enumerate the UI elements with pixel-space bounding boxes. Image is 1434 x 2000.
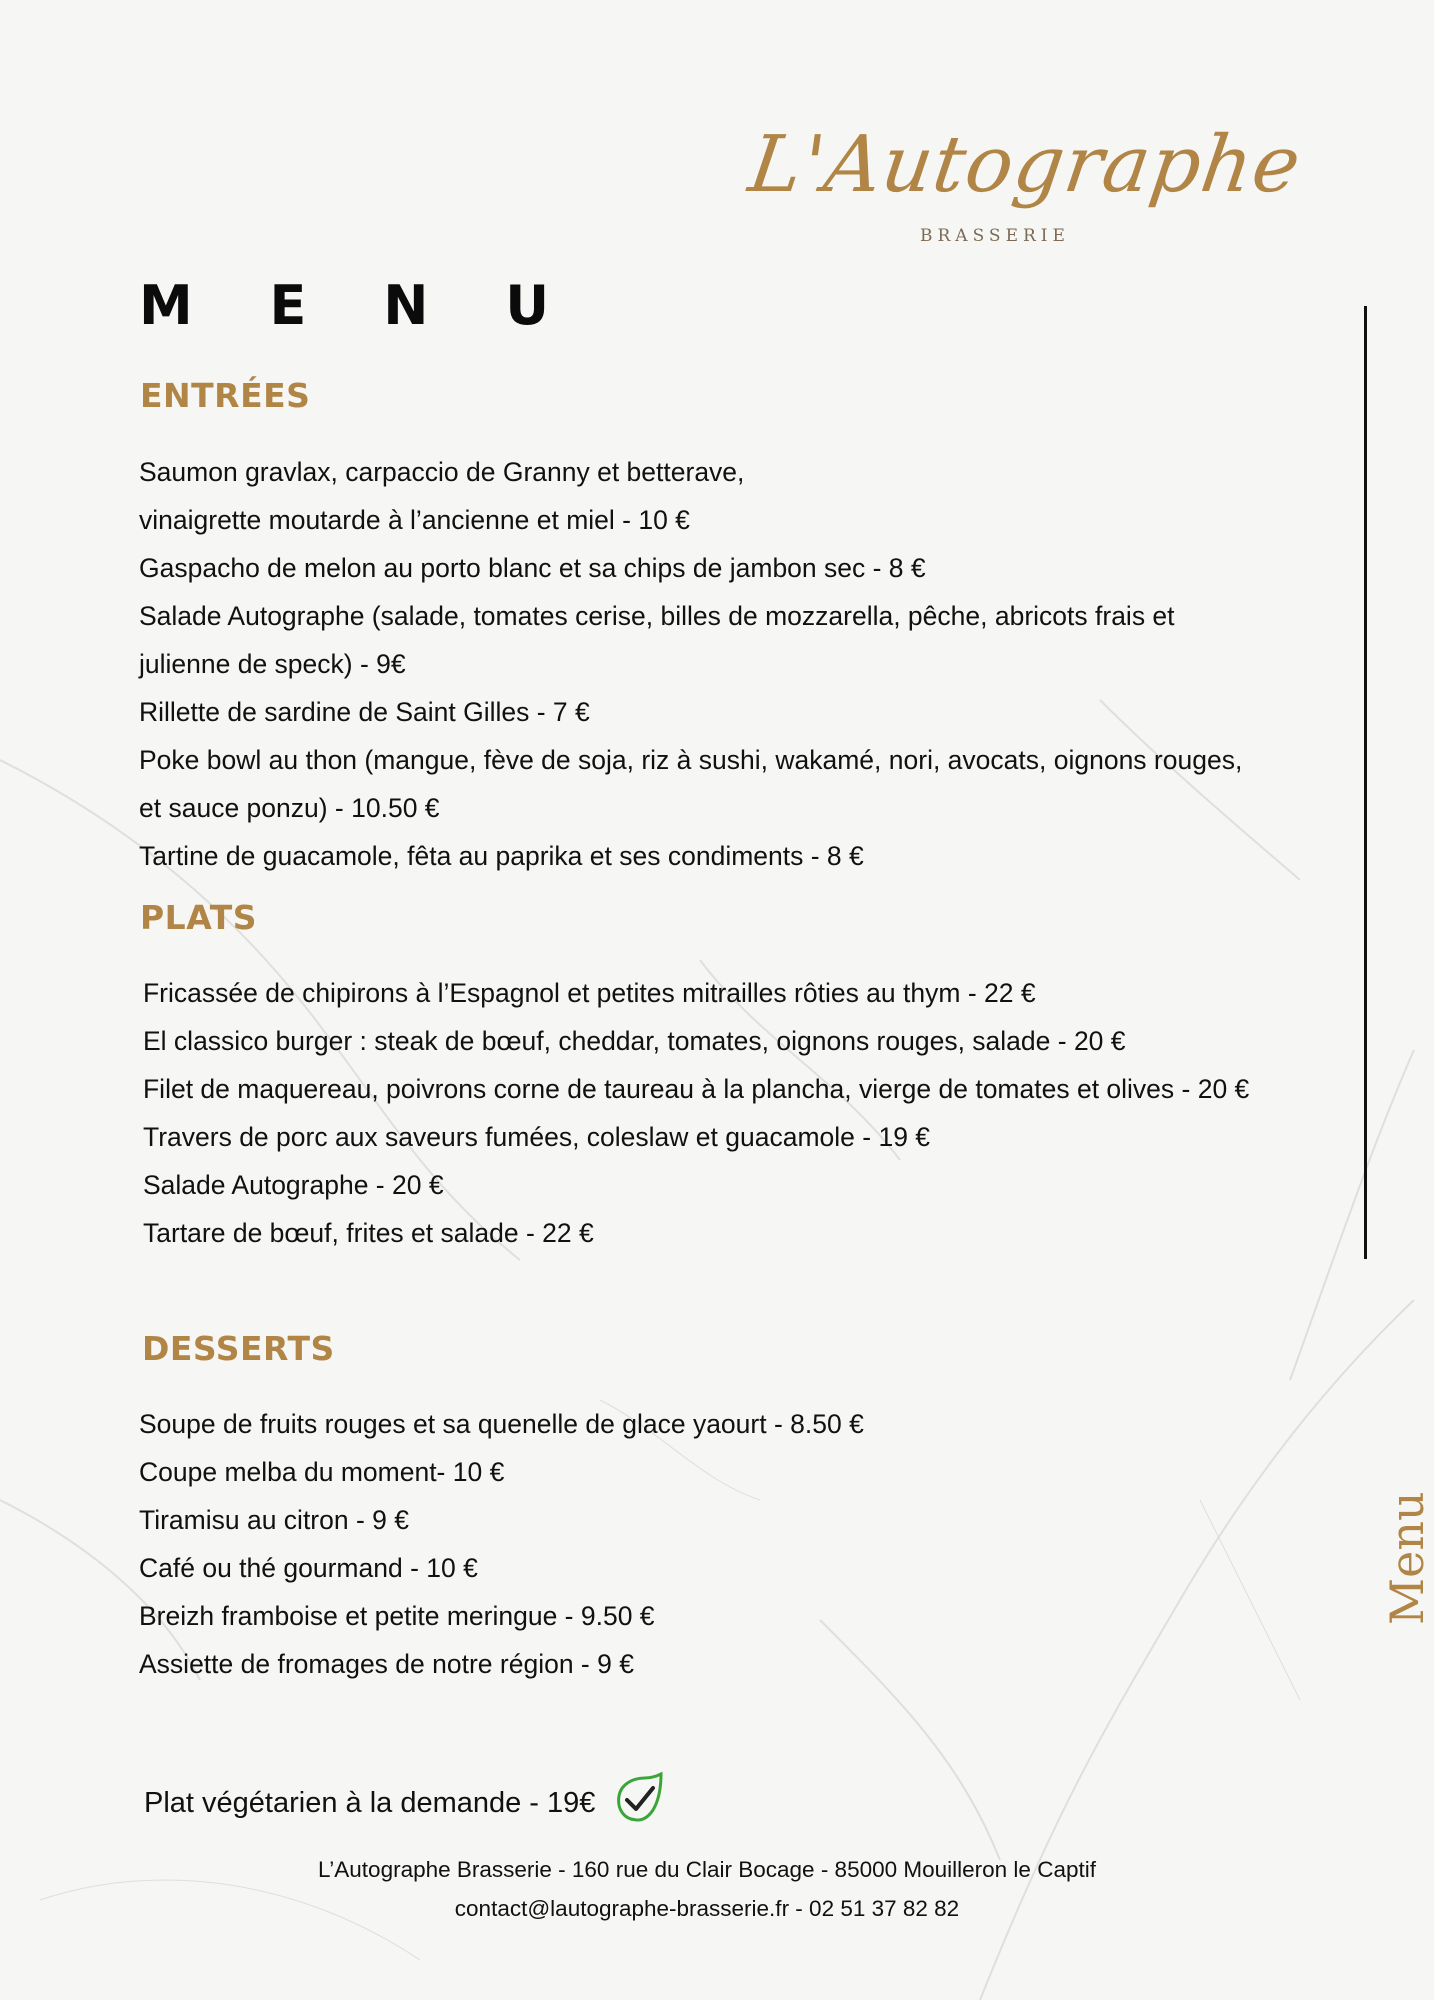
menu-line: Filet de maquereau, poivrons corne de taureau à la plancha, vierge de tomates et olives - 20 € <box>143 1074 1250 1104</box>
menu-line: Travers de porc aux saveurs fumées, coleslaw et guacamole - 19 € <box>143 1122 931 1152</box>
section-heading-desserts: DESSERTS <box>142 1329 335 1368</box>
entrees-list <box>139 448 1242 880</box>
desserts-list <box>139 1400 864 1688</box>
menu-line: julienne de speck) - 9€ <box>139 649 406 679</box>
menu-line: Salade Autographe (salade, tomates cerise, billes de mozzarella, pêche, abricots frais et <box>139 601 1175 631</box>
side-label: Menu <box>1380 1491 1434 1625</box>
menu-line: Coupe melba du moment- 10 € <box>139 1457 505 1487</box>
menu-line: Poke bowl au thon (mangue, fève de soja, riz à sushi, wakamé, nori, avocats, oignons rouges, <box>139 745 1243 775</box>
menu-line: Tartare de bœuf, frites et salade - 22 € <box>143 1218 594 1248</box>
footer-contact: contact@lautographe-brasserie.fr - 02 51 37 82 82 <box>454 1896 960 1921</box>
menu-line: Assiette de fromages de notre région - 9 € <box>139 1649 634 1679</box>
plats-list <box>143 969 1249 1257</box>
menu-line: Tartine de guacamole, fêta au paprika et ses condiments - 8 € <box>139 841 864 871</box>
menu-line: El classico burger : steak de bœuf, cheddar, tomates, oignons rouges, salade - 20 € <box>143 1026 1126 1056</box>
menu-line: Rillette de sardine de Saint Gilles - 7 € <box>139 697 590 727</box>
menu-line: Gaspacho de melon au porto blanc et sa chips de jambon sec - 8 € <box>139 553 926 583</box>
menu-line: Fricassée de chipirons à l’Espagnol et petites mitrailles rôties au thym - 22 € <box>143 978 1036 1008</box>
vegetarian-note <box>144 1780 665 1826</box>
menu-line: vinaigrette moutarde à l’ancienne et miel - 10 € <box>139 505 690 535</box>
page-title: M E N U <box>139 274 579 337</box>
section-heading-entrees: ENTRÉES <box>140 376 311 415</box>
vegetarian-text: Plat végétarien à la demande - 19€ <box>144 1786 596 1819</box>
vertical-divider <box>1364 306 1367 1259</box>
menu-line: Salade Autographe - 20 € <box>143 1170 444 1200</box>
menu-line: Tiramisu au citron - 9 € <box>139 1505 409 1535</box>
brand-subtitle: BRASSERIE <box>920 226 1070 246</box>
menu-line: et sauce ponzu) - 10.50 € <box>139 793 440 823</box>
menu-line: Soupe de fruits rouges et sa quenelle de glace yaourt - 8.50 € <box>139 1409 864 1439</box>
brand-logo <box>740 120 1307 260</box>
menu-line: Saumon gravlax, carpaccio de Granny et betterave, <box>139 457 745 487</box>
menu-line: Breizh framboise et petite meringue - 9.50 € <box>139 1601 655 1631</box>
brand-name: L'Autographe <box>743 120 1307 210</box>
leaf-check-icon <box>611 1772 665 1826</box>
section-heading-plats: PLATS <box>140 898 257 937</box>
menu-line: Café ou thé gourmand - 10 € <box>139 1553 478 1583</box>
footer-address: L’Autographe Brasserie - 160 rue du Clair Bocage - 85000 Mouilleron le Captif <box>318 1857 1096 1882</box>
